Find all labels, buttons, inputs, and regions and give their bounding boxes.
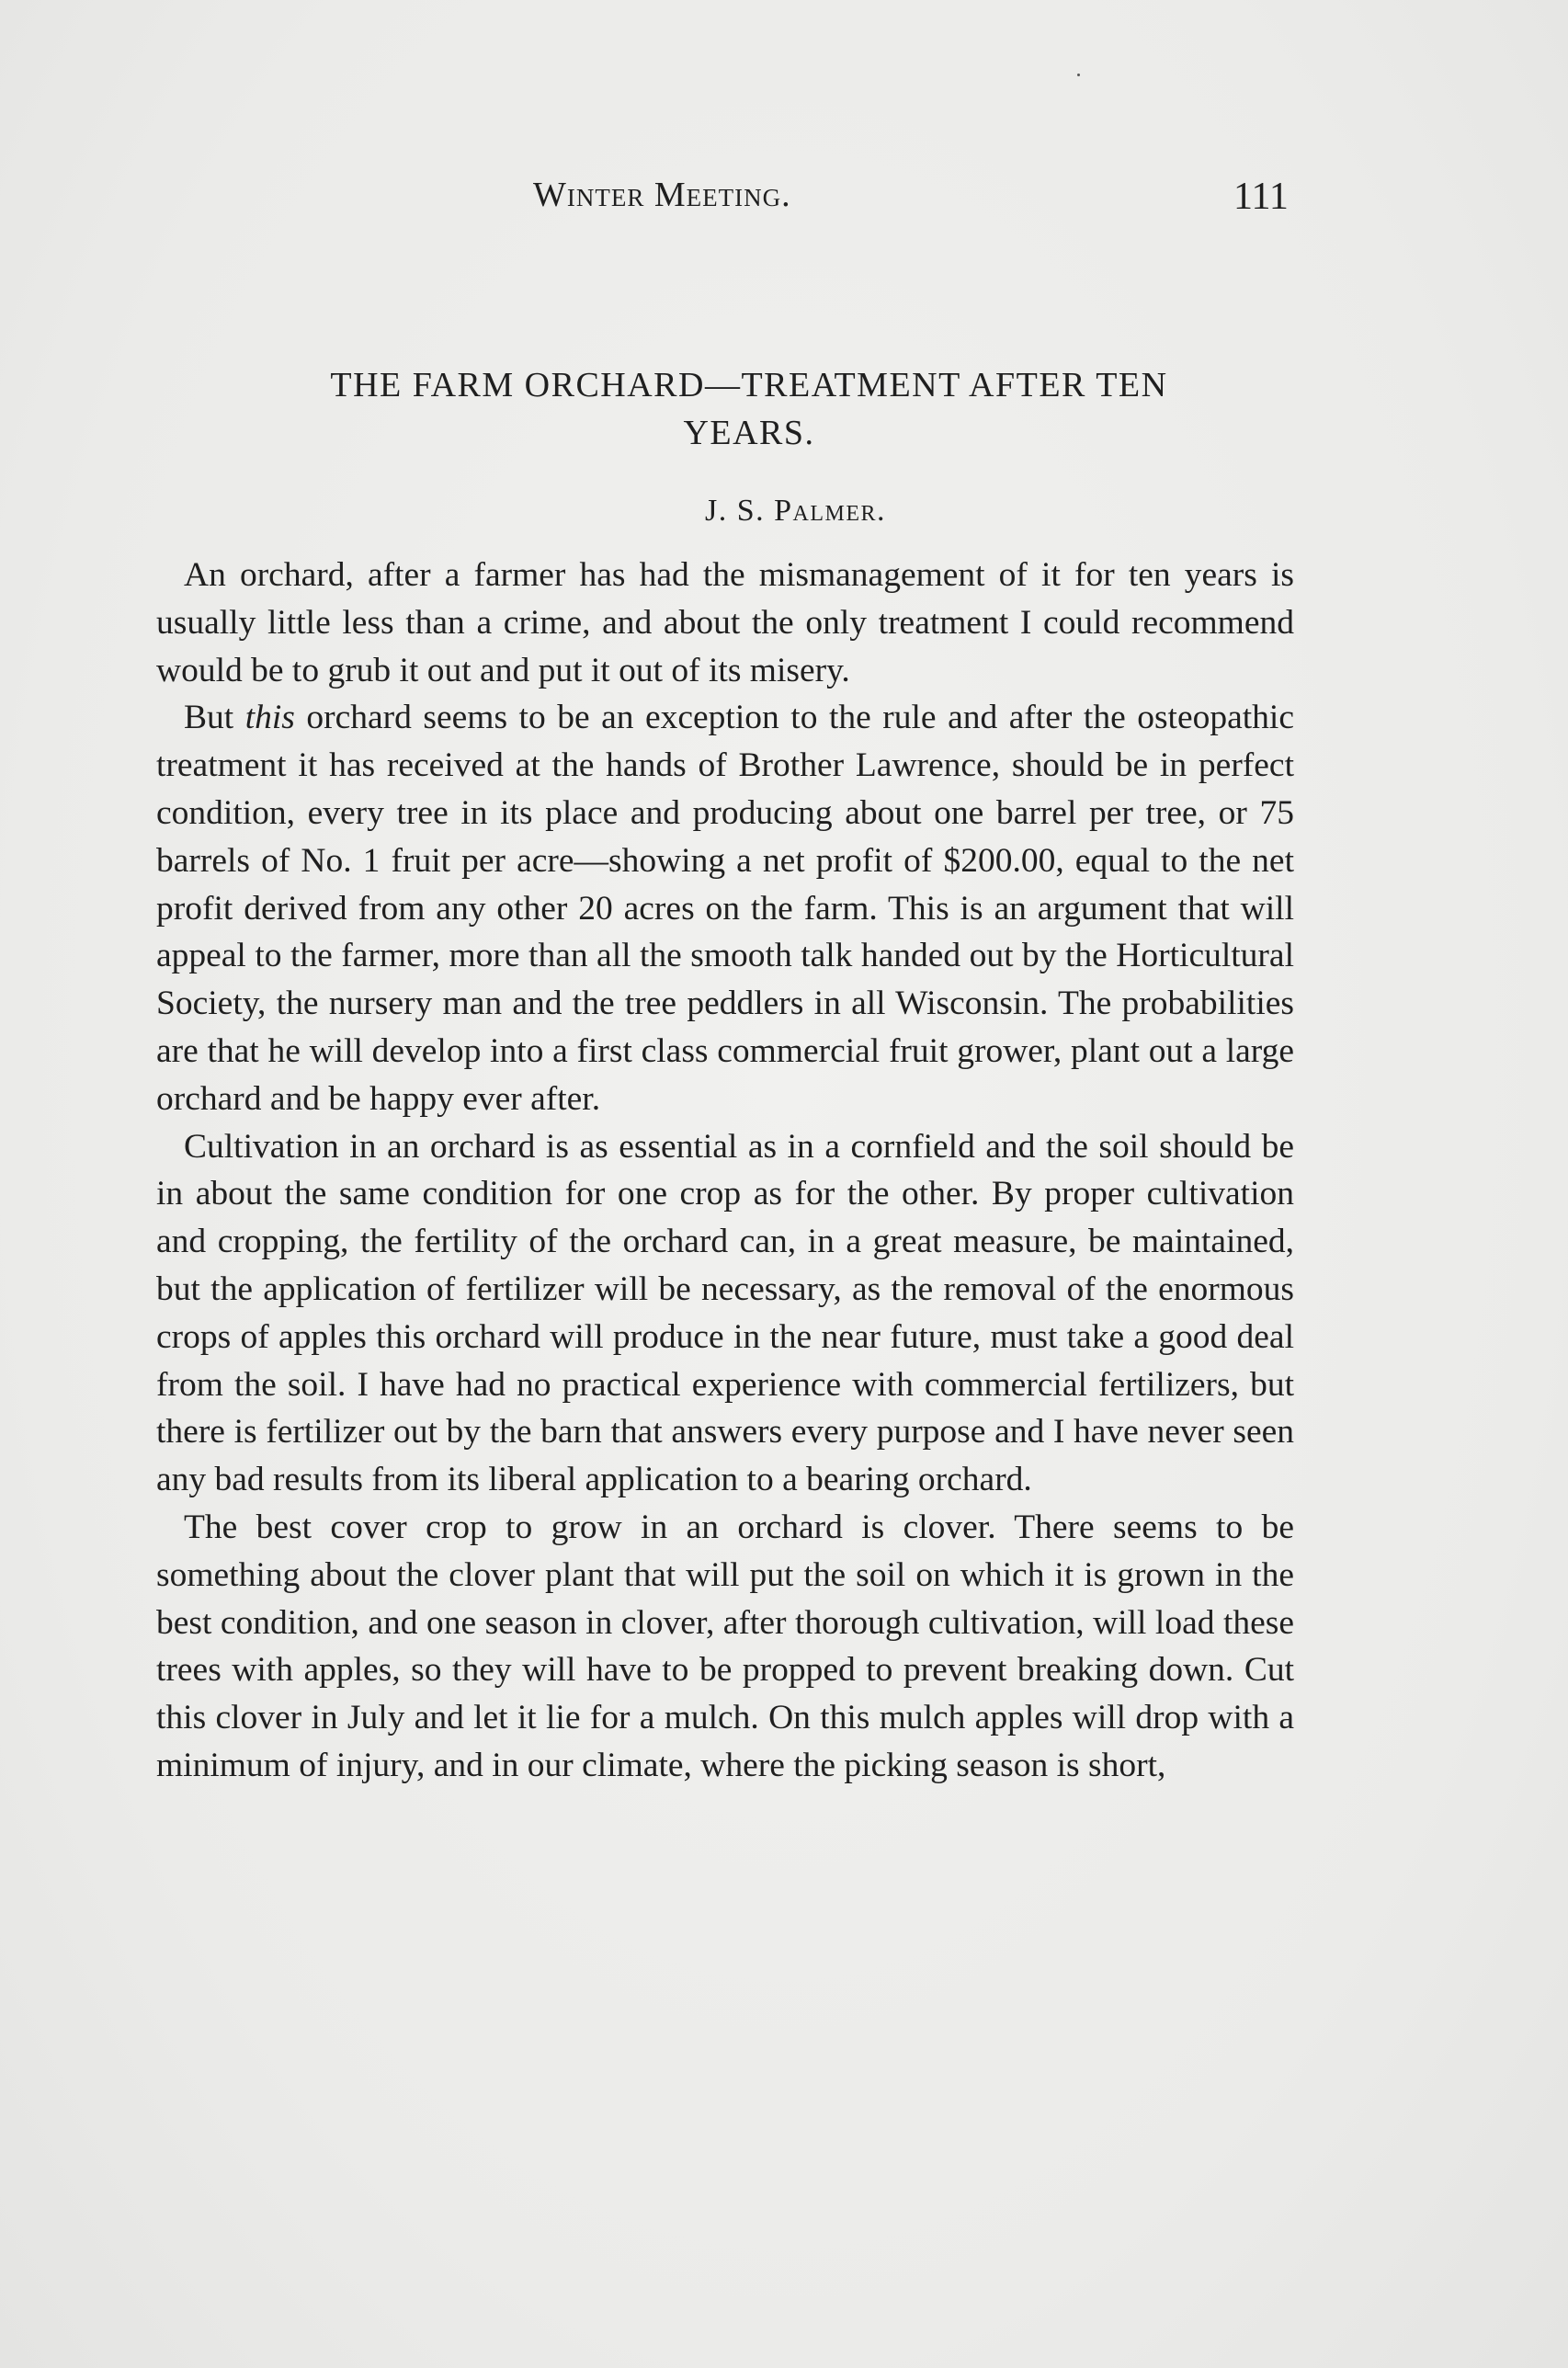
paragraph-2-emphasis: this <box>244 699 295 737</box>
paragraph-3: Cultivation in an orchard is as essential as in a cornfield and the soil should be in about the same condition for one crop as for the other. By proper cultivation and cropping, the fertility of the orchard can, in a great measure, be maintained, but the application of fertilizer will be necessary, as the removal of the enormous crops of apples this orchard will produce in the near future, must take a good deal from the soil. I have had no practical experience with commercial fertilizers, but there is fertilizer out by the barn that answers every purpose and I have never seen any bad results from its liberal application to a bearing orchard. <box>156 1127 1294 1499</box>
scan-speck <box>1077 74 1080 76</box>
article-title <box>165 361 1333 457</box>
paragraph-2 <box>156 694 1294 1122</box>
paragraph-1: An orchard, after a farmer has had the mismanagement of it for ten years is usually little less than a crime, and about the only treatment I could recommend would be to grub it out and put it out of its misery. <box>156 556 1294 689</box>
article-author: J. S. Palmer. <box>704 494 887 528</box>
page-number: 111 <box>1233 176 1289 218</box>
article-title-line-2: YEARS. <box>683 414 815 452</box>
paragraph-4: The best cover crop to grow in an orchard is clover. There seems to be something about the clover plant that will put the soil on which it is grown in the best condition, and one season in clover, after thorough cultivation, will load these trees with apples, so they will have to be propped to prevent breaking down. Cut this clover in July and let it lie for a mulch. On this mulch apples will drop with a minimum of injury, and in our climate, where the picking season is short, <box>156 1508 1294 1784</box>
running-title: Winter Meeting. <box>533 176 791 214</box>
article-body <box>156 552 1294 1790</box>
paragraph-2-lead: But <box>184 699 245 737</box>
article-title-line-1: THE FARM ORCHARD—TREATMENT AFTER TEN <box>330 366 1168 404</box>
paragraph-2-text: orchard seems to be an exception to the rule and after the osteopathic treatment it has received at the hands of Brother Lawrence, should be in perfect condition, every tree in its place and producing about one barrel per tree, or 75 barrels of No. 1 fruit per acre—showing a net profit of $200.00, equal to the net profit derived from any other 20 acres on the farm. This is an argument that will appeal to the farmer, more than all the smooth talk handed out by the Horticultural Society, the nursery man and the tree peddlers in all Wisconsin. The probabilities are that he will develop into a first class commercial fruit grower, plant out a large orchard and be happy ever after. <box>156 699 1294 1118</box>
running-header <box>0 175 1568 230</box>
